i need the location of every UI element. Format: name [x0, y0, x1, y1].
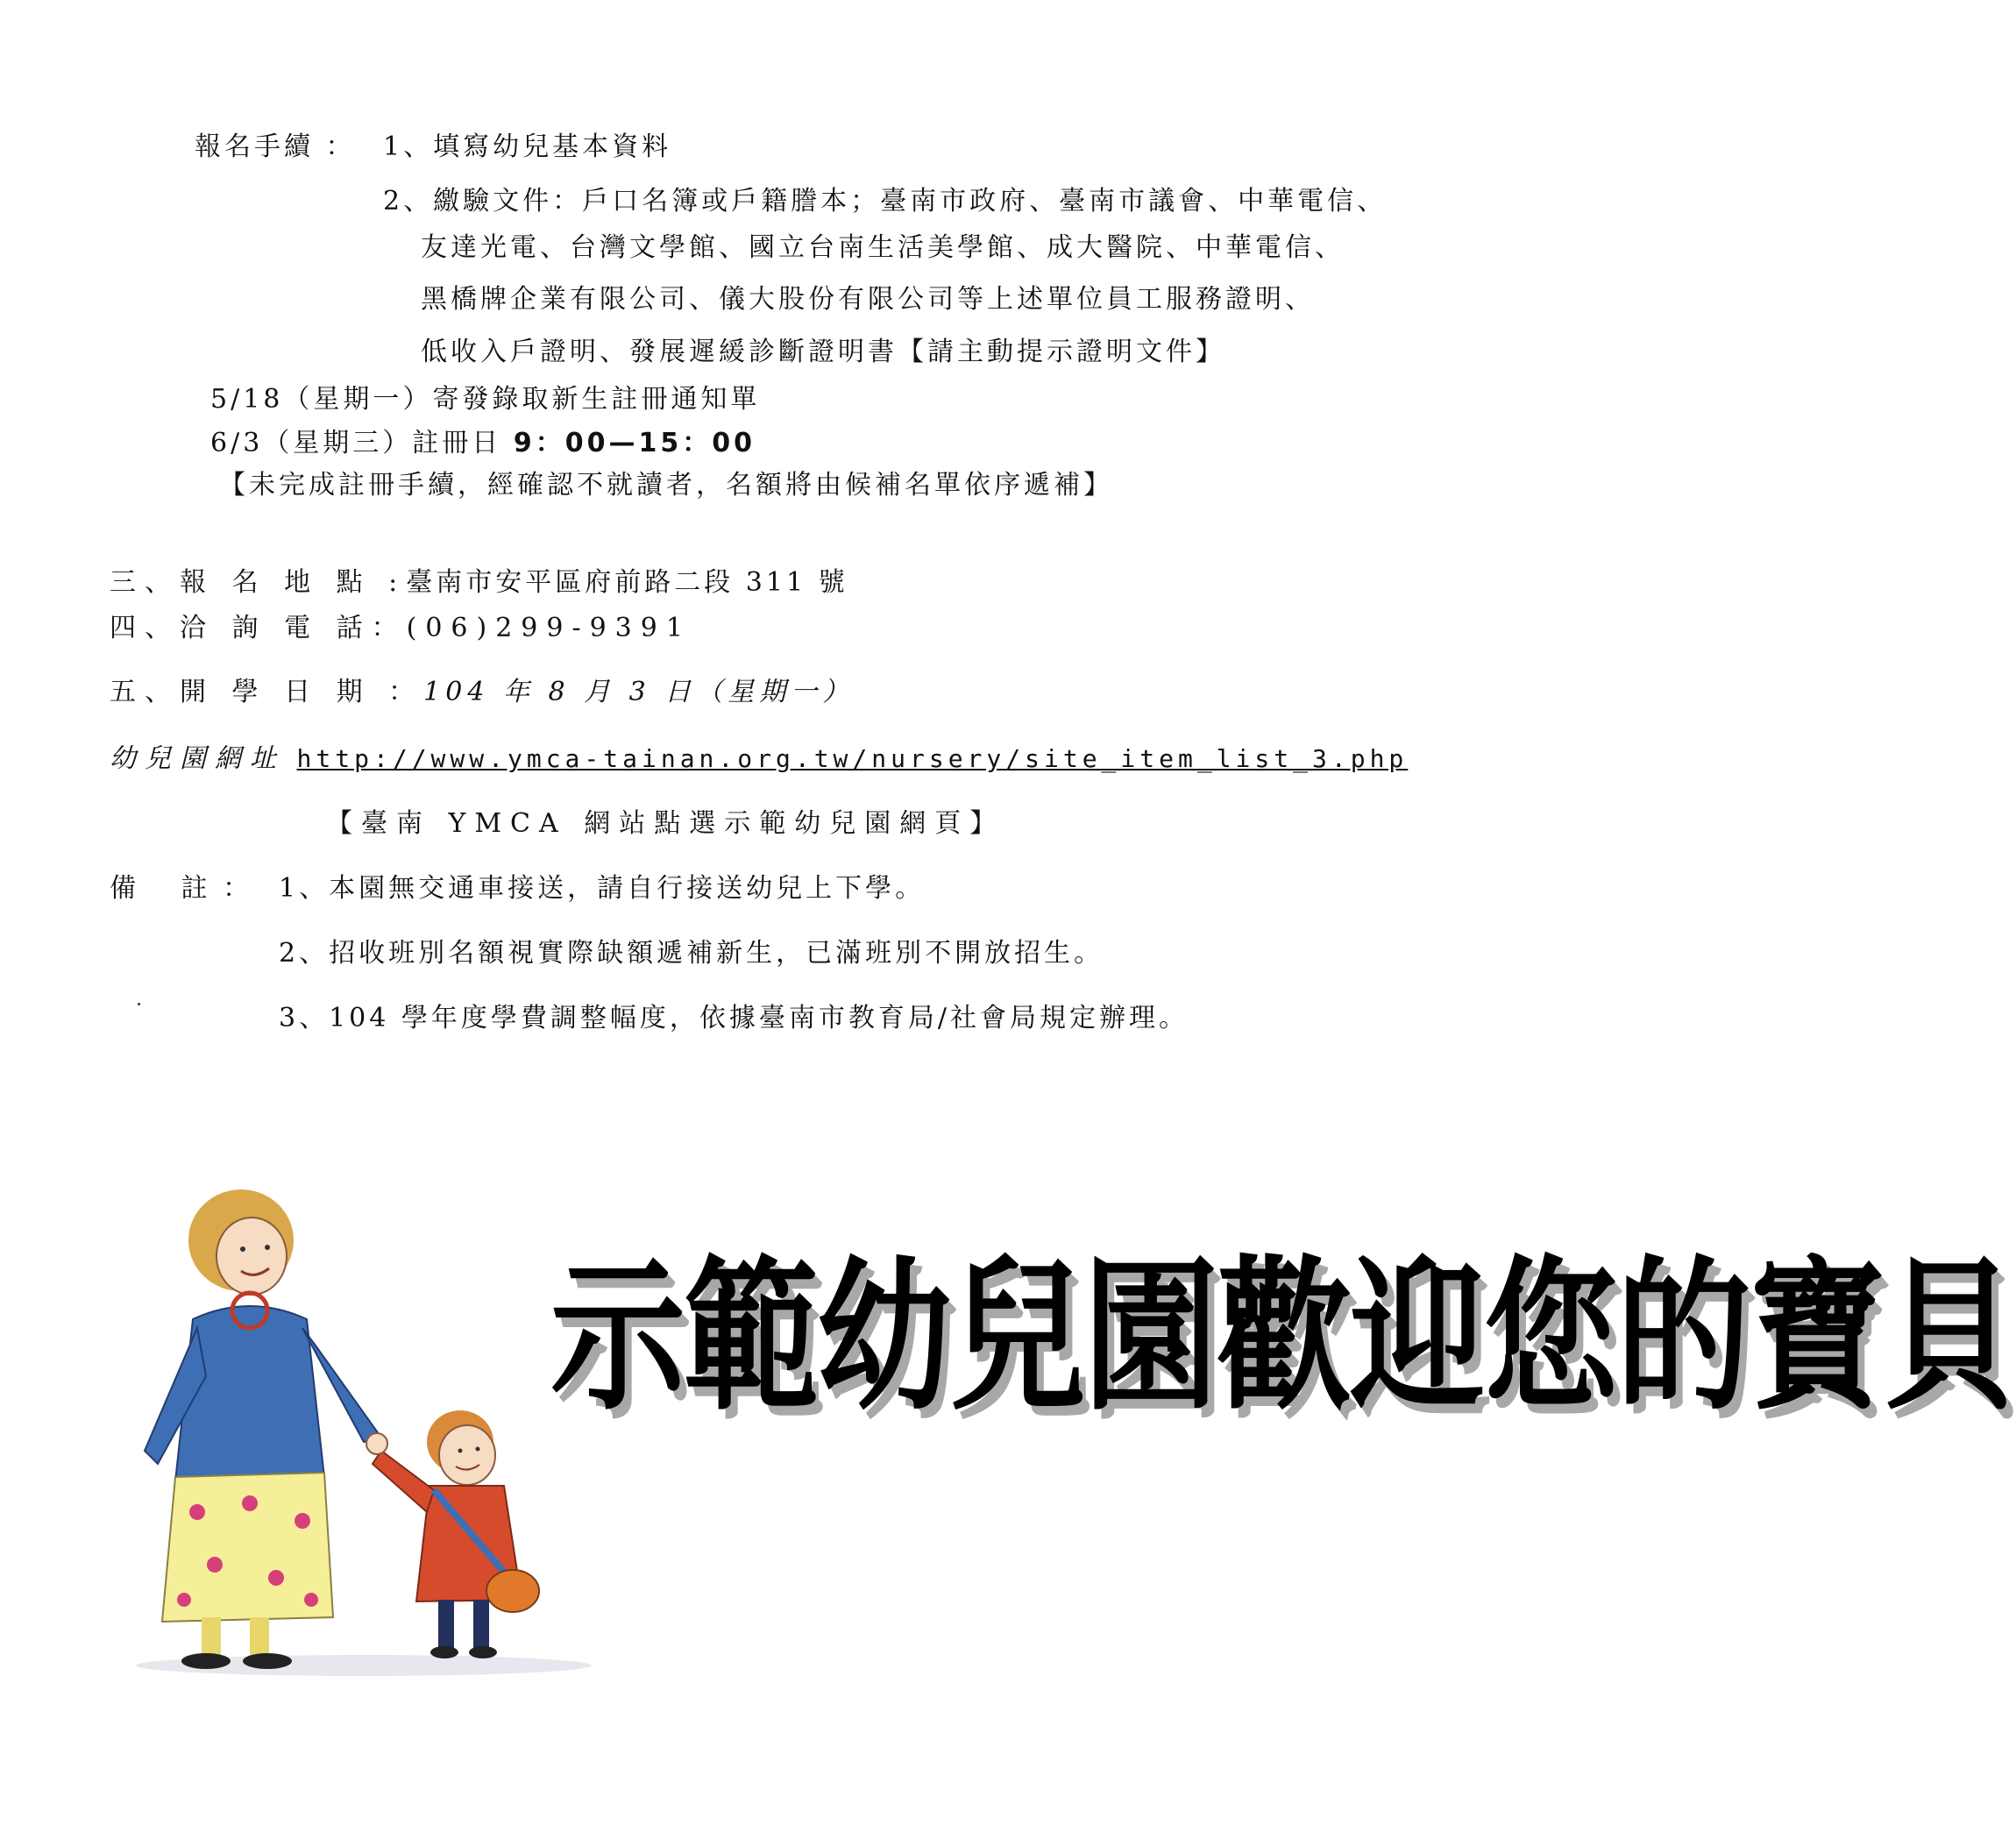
note-item-1: 1、本園無交通車接送，請自行接送幼兒上下學。	[279, 873, 926, 904]
location-row	[110, 565, 848, 600]
register-time: 9：00—15：00	[513, 428, 756, 458]
registration-step-2-line-1: 2、繳驗文件：戶口名簿或戶籍謄本；臺南市政府、臺南市議會、中華電信、	[383, 186, 1388, 217]
start-date-row	[110, 675, 854, 710]
website-row	[110, 742, 1408, 777]
start-date-value: 104 年 8 月 3 日（星期一）	[423, 677, 855, 707]
woman-face	[217, 1218, 287, 1295]
held-hands	[366, 1433, 387, 1454]
mother-child-illustration	[101, 1188, 592, 1679]
notes-label: 備 註 ：	[110, 873, 253, 904]
registration-label: 報名手續 ：	[195, 131, 356, 162]
registration-warning: 【未完成註冊手續，經確認不就讀者，名額將由候補名單依序遞補】	[219, 470, 1113, 501]
notice-date: 5/18（星期一）寄發錄取新生註冊通知單	[210, 384, 761, 415]
stray-dot	[138, 1003, 140, 1005]
location-label: 三、報 名 地 點 :	[110, 567, 407, 598]
location-value: 臺南市安平區府前路二段 311 號	[406, 567, 848, 598]
register-day-label: 6/3（星期三）註冊日	[210, 428, 502, 458]
child-bag	[486, 1570, 539, 1612]
welcome-banner: 示範幼兒園歡迎您的寶貝	[550, 1239, 2016, 1433]
note-item-3: 3、104 學年度學費調整幅度，依據臺南市教育局/社會局規定辦理。	[279, 1003, 1189, 1033]
phone-label: 四、洽 詢 電 話：	[110, 613, 407, 643]
registration-step-2-line-2: 友達光電、台灣文學館、國立台南生活美學館、成大醫院、中華電信、	[421, 232, 1345, 263]
website-link[interactable]: http://www.ymca-tainan.org.tw/nursery/site_item_list_3.php	[296, 744, 1409, 773]
note-item-2: 2、招收班別名額視實際缺額遞補新生，已滿班別不開放招生。	[279, 938, 1104, 969]
registration-step-2-line-3: 黑橋牌企業有限公司、儀大股份有限公司等上述單位員工服務證明、	[421, 284, 1315, 315]
phone-value: (06)299-9391	[406, 613, 692, 643]
registration-step-1: 1、填寫幼兒基本資料	[383, 131, 672, 162]
child-face	[439, 1425, 495, 1485]
start-date-label: 五、開 學 日 期 ：	[110, 677, 424, 707]
registration-step-2-line-4: 低收入戶證明、發展遲緩診斷證明書【請主動提示證明文件】	[421, 337, 1225, 367]
website-label: 幼兒園網址	[110, 743, 285, 774]
child-arm	[373, 1451, 434, 1512]
website-hint: 【臺南 YMCA 網站點選示範幼兒園網頁】	[326, 808, 1005, 839]
phone-row	[110, 611, 692, 646]
register-day	[210, 426, 756, 461]
